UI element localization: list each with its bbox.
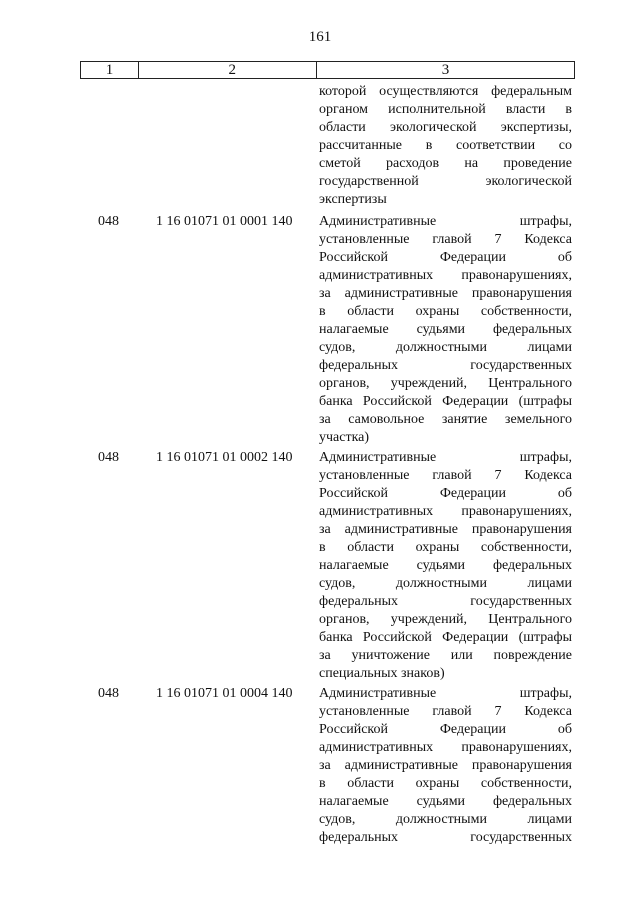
admin-code: 048 — [98, 686, 119, 701]
row-description — [319, 213, 572, 447]
description-line: налагаемые судьями федеральных — [319, 794, 572, 809]
admin-code: 048 — [98, 214, 119, 229]
description-line: которой осуществляются федеральным — [319, 84, 572, 99]
table-header-col-3: 3 — [441, 62, 450, 78]
description-line: административных правонарушениях, — [319, 268, 572, 283]
description-line: административных правонарушениях, — [319, 740, 572, 755]
description-line: участка) — [319, 430, 370, 445]
page-number: 161 — [308, 29, 332, 45]
description-line: федеральных государственных — [319, 830, 572, 845]
description-line: в области охраны собственности, — [319, 776, 572, 791]
description-line: Российской Федерации об — [319, 722, 572, 737]
description-line: налагаемые судьями федеральных — [319, 322, 572, 337]
description-line: специальных знаков) — [319, 666, 445, 681]
description-line: Административные штрафы, — [319, 450, 572, 465]
description-line: федеральных государственных — [319, 358, 572, 373]
description-line: Российской Федерации об — [319, 486, 572, 501]
description-line: судов, должностными лицами — [319, 340, 572, 355]
description-line: в области охраны собственности, — [319, 304, 572, 319]
description-line: федеральных государственных — [319, 594, 572, 609]
row-description — [319, 449, 572, 683]
description-line: за административные правонарушения — [319, 286, 572, 301]
description-line: Административные штрафы, — [319, 214, 572, 229]
description-line: государственной экологической — [319, 174, 572, 189]
description-line: рассчитанные в соответствии со — [319, 138, 572, 153]
table-header-col-1: 1 — [81, 62, 139, 78]
description-line: органом исполнительной власти в — [319, 102, 572, 117]
description-line: банка Российской Федерации (штрафы — [319, 394, 572, 409]
description-line: установленные главой 7 Кодекса — [319, 232, 572, 247]
description-line: органов, учреждений, Центрального — [319, 612, 572, 627]
description-line: банка Российской Федерации (штрафы — [319, 630, 572, 645]
description-line: налагаемые судьями федеральных — [319, 558, 572, 573]
table-header — [80, 61, 575, 79]
table-header-col-2: 2 — [139, 62, 317, 78]
description-line: Административные штрафы, — [319, 686, 572, 701]
description-line: экспертизы — [319, 192, 387, 207]
description-line: за уничтожение или повреждение — [319, 648, 572, 663]
kbk-code: 1 16 01071 01 0004 140 — [156, 686, 293, 701]
description-line: административных правонарушениях, — [319, 504, 572, 519]
description-line: Российской Федерации об — [319, 250, 572, 265]
description-line: в области охраны собственности, — [319, 540, 572, 555]
description-line: судов, должностными лицами — [319, 812, 572, 827]
kbk-code: 1 16 01071 01 0002 140 — [156, 450, 293, 465]
description-line: области экологической экспертизы, — [319, 120, 572, 135]
row-description — [319, 685, 572, 847]
description-line: за административные правонарушения — [319, 522, 572, 537]
kbk-code: 1 16 01071 01 0001 140 — [156, 214, 293, 229]
row-description — [319, 83, 572, 209]
description-line: судов, должностными лицами — [319, 576, 572, 591]
description-line: установленные главой 7 Кодекса — [319, 468, 572, 483]
description-line: установленные главой 7 Кодекса — [319, 704, 572, 719]
description-line: за самовольное занятие земельного — [319, 412, 572, 427]
admin-code: 048 — [98, 450, 119, 465]
description-line: за административные правонарушения — [319, 758, 572, 773]
description-line: сметой расходов на проведение — [319, 156, 572, 171]
description-line: органов, учреждений, Центрального — [319, 376, 572, 391]
